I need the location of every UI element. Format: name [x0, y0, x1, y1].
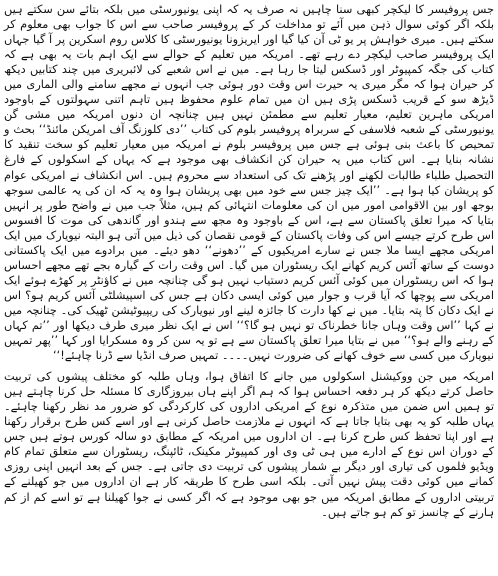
article-body: [4, 2, 494, 520]
article-paragraph: امریکہ میں جن ووکیشنل اسکولوں میں جانے کا اتفاق ہوا، وہاں طلبہ کو مختلف پیشوں کی تربیت حاصل کرتے دیکھ کر ہر دفعہ احساس ہوا کہ ہم اگر اپنے ہاں بیروزگاری کا مسئلہ حل کرنا چاہتے ہیں تو ہمیں اس ضمن میں متذکرہ نوع کے امریکی اداروں کی کارکردگی کو ضرور مد نظر رکھنا چاہئے۔ یہاں طلبہ کو یہ بھی بتایا جاتا ہے کہ انہوں نے ملازمت حاصل کرنی ہے اور اسے کس طرح برقرار رکھنا ہے اور اپنا تحفظ کس طرح کرنا ہے۔ ان اداروں میں امریکہ کے مطابق دو سالہ کورس ہوتے ہیں جس کے دوران اس نوع کے ادارے میں ہی ٹی وی اور کمپیوٹر مکینک، ٹائپنگ، ریسٹوران سے متعلق تمام کام ویڈیو فلموں کی تیاری اور دیگر بے شمار پیشوں کی تربیت دی جاتی ہے۔ جس کے بعد انہیں اپنی روزی کمانے میں کوئی دقت پیش نہیں آتی۔ بلکہ اسی طرح کا طریقہ کار ہے ان اداروں میں جو کھیلنے کے تربیتی اداروں کے مطابق امریکہ میں جو بھی موجود ہے کہ اگر کسی نے جوا کھیلنا ہے تو اسے کم از کم ہارنے کے چانسز تو کم ہو جاتے ہیں۔: [4, 369, 494, 519]
article-paragraph: جس پروفیسر کا لیکچر کبھی سنا چاہیں نہ صرف یہ کہ اپنی یونیورسٹی میں بلکہ بتائے سن سکتے ہیں بلکہ اگر کوئی سوال ذہن میں آئے تو مداخلت کر کے پروفیسر صاحب سے اس کا جواب بھی معلوم کر سکتے ہیں۔ میری خواہش پر یو ٹی آن کیا گیا اور ایریزونا یونیورسٹی کا کلاس روم اسکرین پر آ گیا جہاں ایک پروفیسر صاحب لیکچر دے رہے تھے۔ امریکہ میں تعلیم کے حوالے سے ایک اہم بات یہ بھی ہے کہ کتاب کی جگہ کمپیوٹر اور ڈسکس لیتا جا رہا ہے۔ میں نے اس شعبے کی لائبریری میں چند کتابیں دیکھ کر حیران ہوا کہ مگر میری یہ حیرت اس وقت دور ہوئی جب انہوں نے مجھے سامنے والی الماری میں ڈیڑھ سو کے قریب ڈسکس پڑی ہیں ان میں تمام علوم محفوظ ہیں تاہم اتنی سہولتوں کے باوجود امریکی ماہرین تعلیم، معیار تعلیم سے مطمئن نہیں ہیں چنانچہ ان دنوں امریکہ میں مشی گن یونیورسٹی کے شعبہ فلاسفی کے سربراہ پروفیسر بلوم کی کتاب ’’دی کلوزنگ آف امریکن مائنڈ‘‘ بحث و تمحیص کا باعث بنی ہوئی ہے جس میں پروفیسر بلوم نے امریکہ میں معیار تعلیم کو سخت تنقید کا نشانہ بنایا ہے۔ اس کتاب میں یہ حیران کن انکشاف بھی موجود ہے کہ یہاں کے اسکولوں کے فارغ التحصیل طلباء طالبات لکھنے اور پڑھنے تک کی استعداد سے محروم ہیں۔ اس انکشاف نے امریکی عوام کو پریشان کیا ہوا ہے۔ ’’ایک چیز جس سے خود میں بھی پریشان ہوا وہ یہ کہ ان کی یہ عالمی سوجھ بوجھ اور بین الاقوامی امور میں ان کی معلومات انتہائی کم ہیں، مثلاً جب میں نے واضح طور پر انہیں بتایا کہ میرا تعلق پاکستان سے ہے، اس کے باوجود وہ مجھ سے ہندو اور گاندھی کی موت کا افسوس اس طرح کرتے جیسے اس کی وفات پاکستان کے قومی نقصان کی ذیل میں آتی ہو البتہ نیویارک میں ایک امریکی مجھے ایسا ملا جس نے سارے امریکیوں کے ’’دھونے‘‘ دھو دیئے۔ میں برادوے میں ایک پاکستانی دوست کے ساتھ آئس کریم کھانے ایک ریسٹوران میں گیا۔ اس وقت رات کے گیارہ بجے تھے مجھے احساس ہوا کہ اس ریسٹوران میں کوئی آئس کریم دستیاب نہیں ہو گی چنانچہ میں نے کاؤنٹر پر کھڑے ہوئے ایک امریکی سے پوچھا کہ آیا قرب و جوار میں کوئی ایسی دکان ہے جس کی اسپیشلٹی آئس کریم ہو؟ اس نے ایک دکان کا پتہ بتایا۔ میں نے کھا دارت کا جائزہ لینے اور نیویارک کی ریپیوٹیشن ٹھیک کی۔ چنانچہ میں نے کہا ’’اس وقت وہاں جانا خطرناک تو نہیں ہو گا؟‘‘ اس نے ایک نظر میری طرف دیکھا اور ’’تم کہاں کے رہنے والے ہو؟‘‘ میں نے بتایا میرا تعلق پاکستان سے ہے تو یہ سن کر وہ مسکرایا اور کہا ’’پھر تمہیں نیویارک میں کسی سے خوف کھانے کی ضرورت نہیں۔۔۔۔ تمہیں صرف انڈیا سے ڈرنا چاہئے!‘‘: [4, 2, 494, 363]
